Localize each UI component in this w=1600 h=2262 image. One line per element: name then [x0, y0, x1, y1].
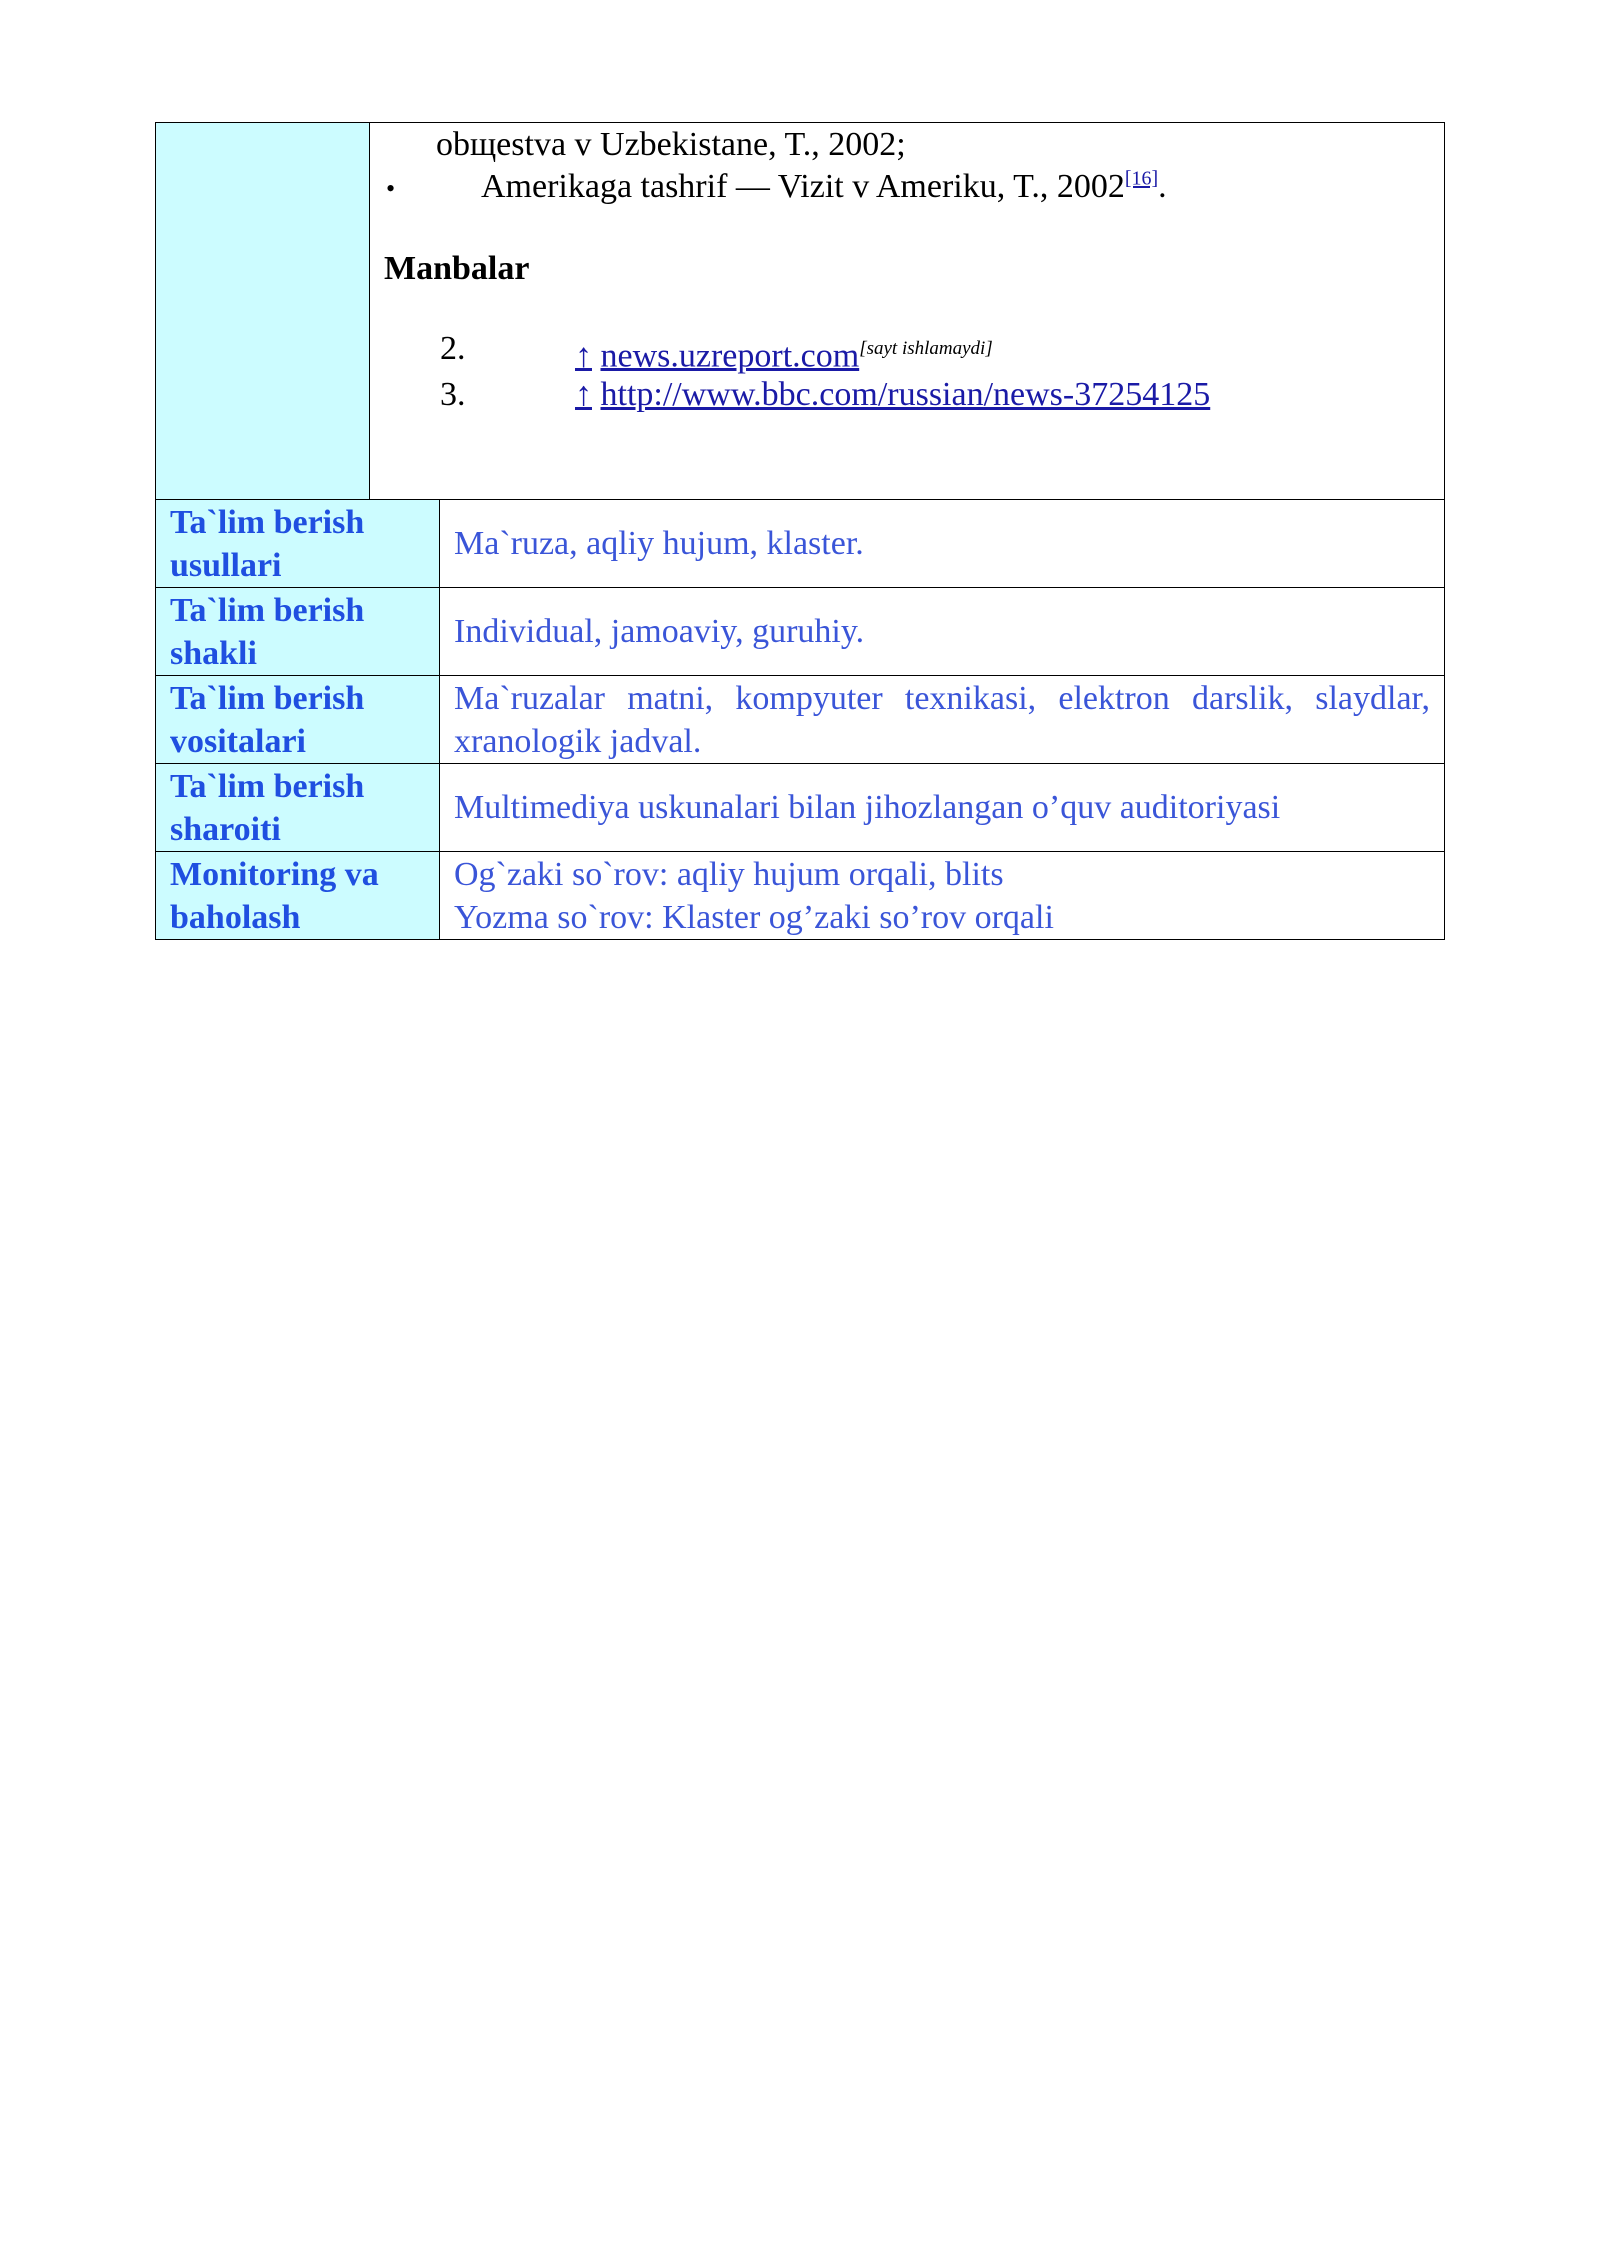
literature-line: obщestva v Uzbekistane, T., 2002; [436, 126, 906, 163]
sources-heading: Manbalar [384, 250, 530, 287]
bullet-icon: • [386, 174, 396, 203]
back-arrow-link[interactable]: ↑ [575, 337, 592, 375]
literature-content-cell [370, 123, 1444, 499]
row-value [440, 852, 1445, 940]
source-item [575, 375, 1210, 415]
row-label: Ta`lim berish sharoiti [156, 764, 440, 852]
table-row [156, 588, 1445, 676]
literature-item-end: . [1158, 168, 1167, 205]
source-number: 3. [440, 376, 466, 413]
source-link[interactable]: http://www.bbc.com/russian/news-37254125 [600, 376, 1211, 413]
row-value: Ma`ruzalar matni, kompyuter texnikasi, elektron darslik, slaydlar, xranologik jadval. [440, 676, 1445, 764]
row-value: Multimediya uskunalari bilan jihozlangan o’quv auditoriyasi [440, 764, 1445, 852]
source-item [575, 329, 993, 376]
reference-link[interactable]: [16] [1124, 167, 1159, 190]
row-value-line: Yozma so`rov: Klaster og’zaki so’rov orqali [454, 898, 1054, 936]
back-arrow-link[interactable]: ↑ [575, 376, 592, 413]
row-value: Ma`ruza, aqliy hujum, klaster. [440, 500, 1445, 588]
literature-item-text: Amerikaga tashrif — Vizit v Ameriku, T., 2002 [481, 168, 1125, 205]
row-value-line: Og`zaki so`rov: aqliy hujum orqali, blits [454, 855, 1004, 893]
row-value: Individual, jamoaviy, guruhiy. [440, 588, 1445, 676]
source-note: [sayt ishlamaydi] [859, 338, 993, 359]
lesson-info-table [155, 499, 1445, 940]
table-row [156, 852, 1445, 940]
table-row [156, 676, 1445, 764]
row-label: Monitoring va baholash [156, 852, 440, 940]
source-link[interactable]: news.uzreport.com [600, 337, 860, 375]
table-row [156, 764, 1445, 852]
row-label: Ta`lim berish usullari [156, 500, 440, 588]
literature-label-cell [156, 123, 370, 499]
row-label: Ta`lim berish vositalari [156, 676, 440, 764]
table-row [156, 500, 1445, 588]
source-number: 2. [440, 330, 466, 367]
literature-item [481, 167, 1167, 207]
row-label: Ta`lim berish shakli [156, 588, 440, 676]
literature-block [155, 122, 1445, 500]
